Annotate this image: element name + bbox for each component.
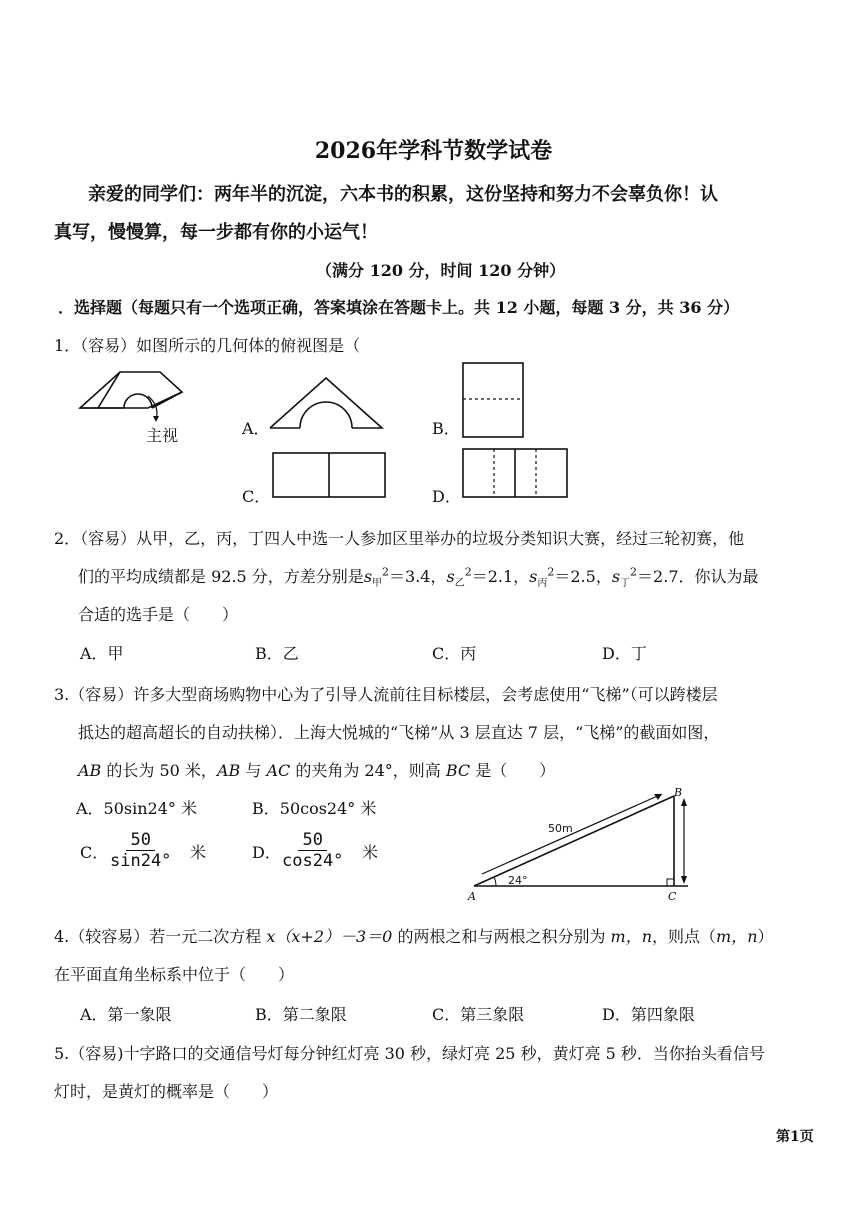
q3-line-2: 抵达的超高超长的自动扶梯）．上海大悦城的“飞梯”从 3 层直达 7 层，“飞梯”的截面如图， <box>78 723 720 742</box>
q3-figure-angle-label: 24° <box>508 874 528 887</box>
q2-line-2: 们的平均成绩都是 92.5 分，方差分别是$s_甲^2=3.4$，$s_乙^2=2.1$，$s_丙^2=2.5$，$s_丁^2=2.7$．你认为最 <box>78 565 759 590</box>
q1-option-b-figure <box>462 362 524 438</box>
q3-escalator-figure <box>462 784 702 904</box>
q3-option-c-label: C． <box>80 843 109 862</box>
q1-option-c-label: C． <box>242 487 271 506</box>
score-info: （满分 120 分，时间 120 分钟） <box>316 261 566 280</box>
q4-option-b: B．第二象限 <box>255 1005 347 1024</box>
q4-line-1: 4.（较容易）若一元二次方程 x（x+2）－3＝0 的两根之和与两根之积分别为 m，n，则点（m，n） <box>54 927 774 946</box>
q2-option-a: A．甲 <box>80 644 124 663</box>
q4-line-2: 在平面直角坐标系中位于（ ） <box>54 965 295 984</box>
q3-figure-point-b: B <box>674 786 683 799</box>
q3-option-c-fraction: $\frac{50}{\sin 24^\circ}$ <box>110 830 172 871</box>
q2-line-1: 2．（容易）从甲，乙，丙，丁四人中选一人参加区里举办的垃圾分类知识大赛，经过三轮初赛，他 <box>54 529 745 548</box>
q1-option-b-label: B． <box>432 419 460 438</box>
q2-option-b: B．乙 <box>255 644 299 663</box>
q1-option-a-figure <box>270 376 386 432</box>
q3-figure-point-a: A <box>468 890 476 903</box>
intro-line-2: 真写，慢慢算，每一步都有你的小运气！ <box>54 222 378 243</box>
q5-line-2: 灯时，是黄灯的概率是（ ） <box>54 1082 279 1101</box>
q1-option-d-label: D． <box>432 487 461 506</box>
q2-option-c: C．丙 <box>432 644 477 663</box>
q3-option-d-fraction: $\frac{50}{\cos 24^\circ}$ <box>282 830 344 871</box>
q3-line-3: AB 的长为 50 米，AB 与 AC 的夹角为 24°，则高 BC 是（ ） <box>78 761 556 780</box>
q1-main-view-label: 主视 <box>146 426 179 445</box>
page-title: 2026年学科节数学试卷 <box>314 138 553 164</box>
q3-option-a: A．50sin24° 米 <box>76 799 197 818</box>
intro-line-1: 亲爱的同学们：两年半的沉淀，六本书的积累，这份坚持和努力不会辜负你！认 <box>88 184 718 205</box>
q1-option-a-label: A． <box>242 419 270 438</box>
q5-line-1: 5.（容易)十字路口的交通信号灯每分钟红灯亮 30 秒，绿灯亮 25 秒，黄灯亮 5 秒．当你抬头看信号 <box>54 1044 765 1063</box>
q2-option-d: D．丁 <box>602 644 647 663</box>
q3-option-d-unit: 米 <box>362 843 379 862</box>
q3-line-1: 3.（容易）许多大型商场购物中心为了引导人流前往目标楼层，会考虑使用“飞梯”（可以跨楼层 <box>54 685 718 704</box>
page-number: 第1页 <box>776 1129 814 1145</box>
q3-option-b: B．50cos24° 米 <box>252 799 377 818</box>
q4-option-c: C．第三象限 <box>432 1005 525 1024</box>
q1-option-c-figure <box>272 452 386 498</box>
q2-line-3: 合适的选手是（ ） <box>78 605 239 624</box>
q1-stem: 1．（容易）如图所示的几何体的俯视图是（ <box>54 336 361 355</box>
q3-option-c-unit: 米 <box>190 843 207 862</box>
q3-figure-point-c: C <box>668 890 677 903</box>
q3-option-d-label: D． <box>252 843 281 862</box>
q1-option-d-figure <box>462 448 568 498</box>
section-header: ．选择题（每题只有一个选项正确，答案填涂在答题卡上。共 12 小题，每题 3 分，共 36 分） <box>58 298 740 317</box>
q3-figure-length-label: 50m <box>548 822 573 835</box>
q4-option-d: D．第四象限 <box>602 1005 695 1024</box>
q4-option-a: A．第一象限 <box>80 1005 172 1024</box>
